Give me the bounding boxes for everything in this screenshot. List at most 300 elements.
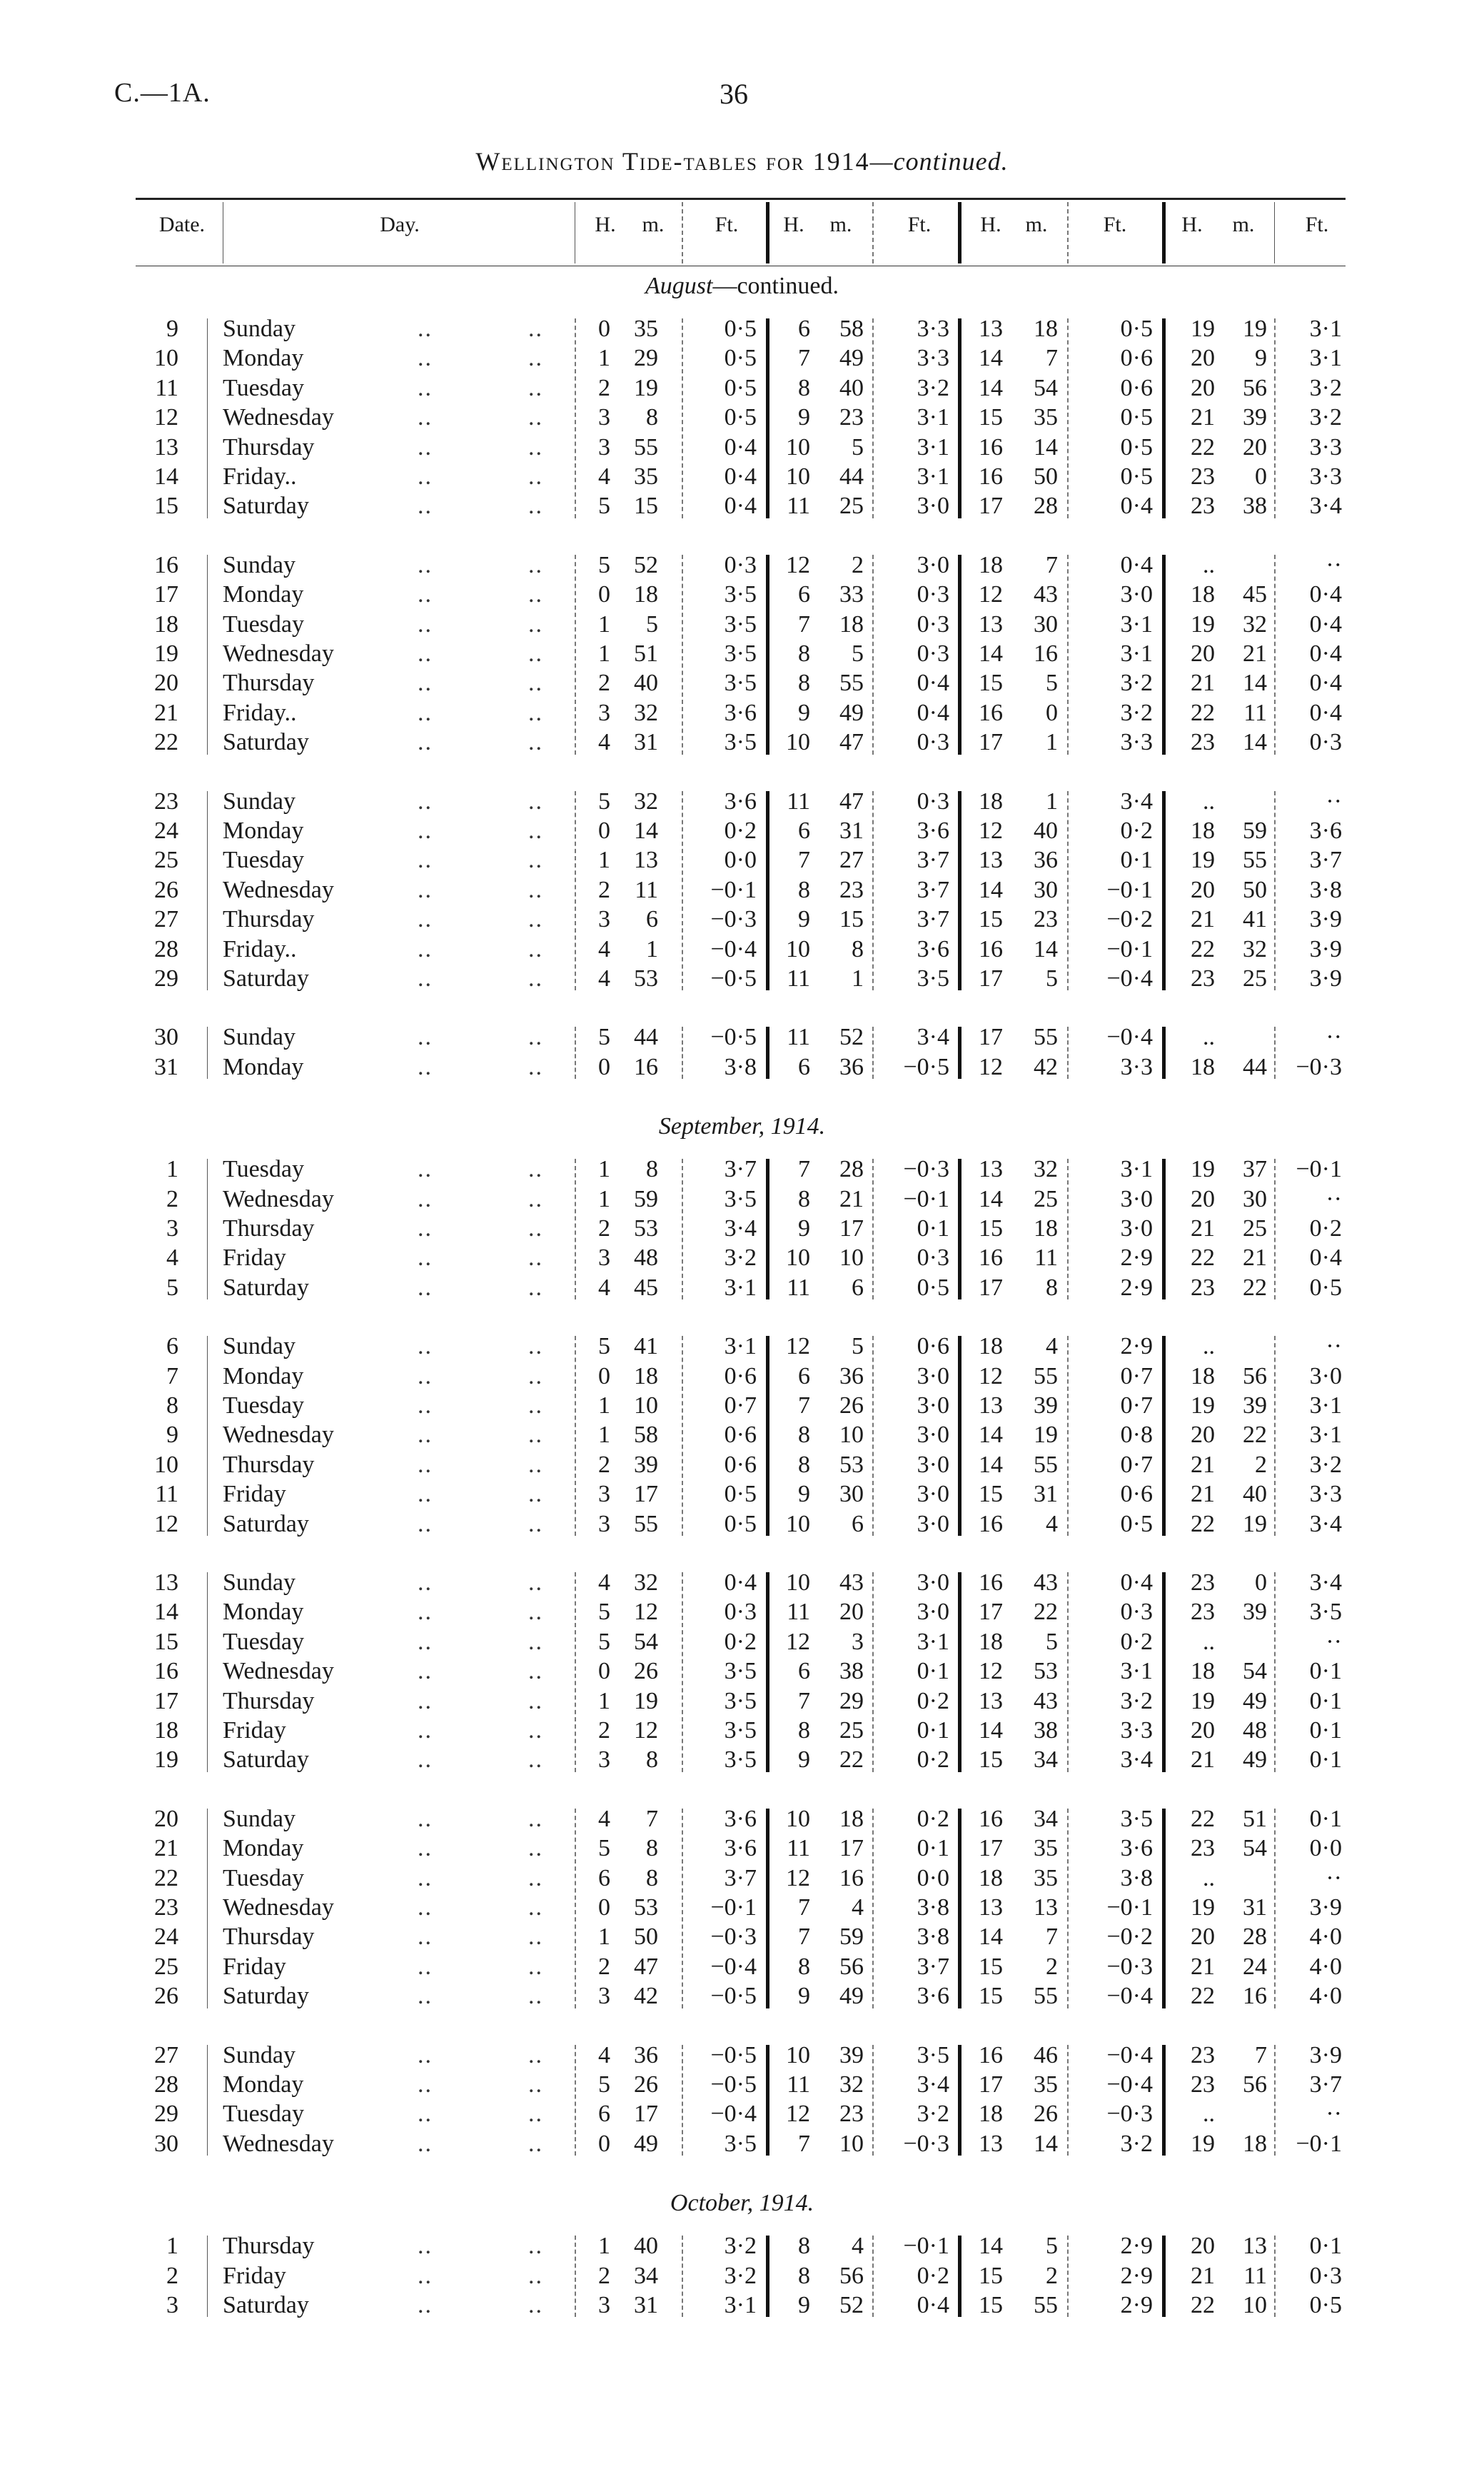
cell-ft3: 3·3 <box>1120 1717 1153 1744</box>
cell-ft4: 3·3 <box>1309 1481 1342 1508</box>
table-row <box>0 2129 1484 2158</box>
cell-day: Saturday <box>223 729 309 756</box>
leader-dots: .. <box>528 1053 543 1080</box>
cell-m1: 35 <box>634 316 658 342</box>
cell-h1: 4 <box>598 729 610 756</box>
cell-day: Wednesday <box>223 1185 334 1212</box>
cell-h4: 22 <box>1191 1510 1215 1537</box>
table-row <box>0 1568 1484 1597</box>
table-row <box>0 1922 1484 1951</box>
cell-h1: 0 <box>598 581 610 608</box>
col-separator <box>1274 1027 1276 1079</box>
cell-h2: 10 <box>786 433 810 461</box>
col-separator <box>207 1027 208 1079</box>
leader-dots: .. <box>528 1451 543 1478</box>
col-separator <box>766 1809 769 2008</box>
cell-h2: 11 <box>787 493 810 520</box>
cell-h3: 18 <box>979 788 1003 815</box>
cell-date: 31 <box>154 1053 178 1080</box>
cell-ft1: 0·5 <box>724 374 757 401</box>
col-separator <box>682 202 683 263</box>
cell-m3: 55 <box>1034 1362 1058 1389</box>
cell-m2: 5 <box>852 1333 864 1360</box>
col-separator <box>1162 1336 1166 1536</box>
cell-ft4: 3·9 <box>1309 935 1342 962</box>
cell-ft3: 2·9 <box>1120 1333 1153 1360</box>
table-row <box>0 2291 1484 2320</box>
cell-ft2: 3·0 <box>917 1481 949 1508</box>
leader-dots: .. <box>528 1924 543 1951</box>
cell-h3: 13 <box>979 847 1003 874</box>
cell-h1: 5 <box>598 2071 610 2098</box>
cell-day: Friday <box>223 1953 286 1980</box>
cell-day: Monday <box>223 581 304 608</box>
cell-h3: 17 <box>979 1024 1003 1051</box>
cell-h2: 12 <box>786 551 810 578</box>
leader-dots: .. <box>418 463 433 490</box>
cell-ft1: −0·3 <box>710 1924 757 1951</box>
table-row <box>0 403 1484 432</box>
cell-m3: 2 <box>1046 1953 1058 1980</box>
cell-ft2: 3·0 <box>917 1362 949 1389</box>
cell-day: Tuesday <box>223 847 304 874</box>
cell-ft2: 0·4 <box>917 699 949 726</box>
cell-date: 13 <box>154 433 178 461</box>
cell-date: 2 <box>166 1185 178 1212</box>
cell-m4: 54 <box>1243 1835 1267 1862</box>
cell-ft2: 0·1 <box>917 1835 949 1862</box>
cell-m2: 18 <box>839 1805 864 1832</box>
cell-ft2: −0·5 <box>903 1053 949 1080</box>
cell-ft1: 0·7 <box>724 1392 757 1419</box>
cell-m4: 32 <box>1243 935 1267 962</box>
cell-m3: 34 <box>1034 1746 1058 1774</box>
cell-ft4: 0·1 <box>1309 1658 1342 1685</box>
leader-dots: .. <box>528 2262 543 2289</box>
cell-ft2: 3·0 <box>917 1422 949 1449</box>
cell-m3: 18 <box>1034 316 1058 342</box>
month-heading <box>0 2190 1484 2217</box>
cell-h1: 3 <box>598 1983 610 2010</box>
leader-dots: .. <box>418 433 433 461</box>
cell-date: 27 <box>154 906 178 933</box>
leader-dots: .. <box>418 1274 433 1301</box>
col-separator <box>207 1809 208 2008</box>
cell-m2: 25 <box>839 1717 864 1744</box>
col-separator <box>872 791 874 991</box>
cell-date: 25 <box>154 1953 178 1980</box>
leader-dots: .. <box>528 493 543 520</box>
leader-dots: .. <box>528 581 543 608</box>
cell-m3: 30 <box>1034 876 1058 903</box>
cell-h4: 23 <box>1191 1274 1215 1301</box>
cell-ft4: 3·9 <box>1309 906 1342 933</box>
cell-m4: 39 <box>1243 404 1267 431</box>
col-separator <box>958 1336 961 1536</box>
cell-date: 16 <box>154 551 178 578</box>
cell-day: Saturday <box>223 1746 309 1774</box>
cell-m1: 47 <box>634 1953 658 1980</box>
cell-m3: 22 <box>1034 1599 1058 1626</box>
cell-h2: 11 <box>787 1599 810 1626</box>
cell-m2: 44 <box>839 463 864 490</box>
cell-m1: 49 <box>634 2130 658 2157</box>
cell-ft3: 3·0 <box>1120 581 1153 608</box>
cell-h4: 22 <box>1191 1805 1215 1832</box>
leader-dots: .. <box>418 493 433 520</box>
cell-day: Tuesday <box>223 1628 304 1655</box>
cell-h1: 1 <box>598 1392 610 1419</box>
cell-ft2: 3·4 <box>917 2071 949 2098</box>
cell-m1: 8 <box>646 1746 658 1774</box>
cell-m3: 35 <box>1034 1835 1058 1862</box>
leader-dots: .. <box>418 1156 433 1183</box>
cell-ft2: 3·4 <box>917 1024 949 1051</box>
col-separator <box>207 318 208 518</box>
cell-h2: 10 <box>786 1244 810 1272</box>
cell-ft1: −0·5 <box>710 1024 757 1051</box>
cell-ft4: 3·2 <box>1309 404 1342 431</box>
cell-h4: .. <box>1203 1864 1215 1891</box>
cell-h4: 18 <box>1191 1362 1215 1389</box>
table-row <box>0 816 1484 845</box>
col-separator <box>872 2236 874 2317</box>
cell-m1: 8 <box>646 1156 658 1183</box>
cell-date: 12 <box>154 1510 178 1537</box>
leader-dots: .. <box>528 1717 543 1744</box>
table-row <box>0 1745 1484 1774</box>
cell-h2: 10 <box>786 1510 810 1537</box>
col-separator <box>958 555 961 755</box>
cell-ft1: 0·3 <box>724 551 757 578</box>
cell-h3: 15 <box>979 2292 1003 2318</box>
cell-ft4: 0·4 <box>1309 699 1342 726</box>
cell-h3: 14 <box>979 1451 1003 1478</box>
cell-m1: 26 <box>634 1658 658 1685</box>
cell-ft3: 0·7 <box>1120 1362 1153 1389</box>
cell-ft3: 3·8 <box>1120 1864 1153 1891</box>
cell-ft4: 0·5 <box>1309 1274 1342 1301</box>
cell-m4: 20 <box>1243 433 1267 461</box>
cell-m3: 1 <box>1046 729 1058 756</box>
cell-h4: .. <box>1203 788 1215 815</box>
cell-m3: 14 <box>1034 433 1058 461</box>
cell-ft2: 0·4 <box>917 2292 949 2318</box>
cell-ft2: 3·0 <box>917 1510 949 1537</box>
col-separator <box>1162 2045 1166 2156</box>
cell-m3: 55 <box>1034 1024 1058 1051</box>
cell-h2: 7 <box>798 847 810 874</box>
cell-m2: 15 <box>839 906 864 933</box>
cell-ft4: 0·4 <box>1309 610 1342 638</box>
cell-h3: 13 <box>979 1687 1003 1714</box>
cell-m1: 7 <box>646 1805 658 1832</box>
cell-ft1: −0·3 <box>710 906 757 933</box>
col-separator <box>958 1159 961 1299</box>
cell-h3: 16 <box>979 1510 1003 1537</box>
cell-day: Sunday <box>223 1805 296 1832</box>
cell-ft3: 2·9 <box>1120 1244 1153 1272</box>
col-separator <box>575 318 576 518</box>
cell-ft4: 0·4 <box>1309 1244 1342 1272</box>
cell-ft3: 3·2 <box>1120 2130 1153 2157</box>
leader-dots: .. <box>418 1024 433 1051</box>
cell-day: Monday <box>223 2071 304 2098</box>
table-row <box>0 875 1484 905</box>
leader-dots: .. <box>528 1953 543 1980</box>
cell-m1: 31 <box>634 729 658 756</box>
cell-day: Sunday <box>223 1024 296 1051</box>
cell-h4: 23 <box>1191 463 1215 490</box>
cell-ft1: 3·5 <box>724 640 757 667</box>
col-separator <box>958 2045 961 2156</box>
cell-h3: 15 <box>979 404 1003 431</box>
table-row <box>0 1981 1484 2011</box>
leader-dots: .. <box>528 1599 543 1626</box>
month-heading <box>0 273 1484 300</box>
cell-ft1: 3·5 <box>724 1185 757 1212</box>
cell-m3: 43 <box>1034 581 1058 608</box>
cell-h1: 3 <box>598 699 610 726</box>
cell-date: 11 <box>155 374 178 401</box>
leader-dots: .. <box>528 404 543 431</box>
leader-dots: .. <box>528 965 543 992</box>
cell-h3: 16 <box>979 1805 1003 1832</box>
cell-m2: 53 <box>839 1451 864 1478</box>
cell-ft3: 3·1 <box>1120 1156 1153 1183</box>
cell-m2: 49 <box>839 345 864 372</box>
col-separator <box>1274 1572 1276 1772</box>
cell-ft1: −0·5 <box>710 965 757 992</box>
cell-day: Thursday <box>223 1924 315 1951</box>
leader-dots: .. <box>418 2292 433 2318</box>
cell-day: Saturday <box>223 1274 309 1301</box>
cell-h3: 12 <box>979 1658 1003 1685</box>
table-row <box>0 2070 1484 2099</box>
cell-m2: 36 <box>839 1053 864 1080</box>
cell-h3: 17 <box>979 1599 1003 1626</box>
cell-m1: 13 <box>634 847 658 874</box>
cell-date: 25 <box>154 847 178 874</box>
leader-dots: .. <box>418 316 433 342</box>
cell-h3: 14 <box>979 1924 1003 1951</box>
cell-ft3: −0·3 <box>1106 1953 1153 1980</box>
cell-ft2: 3·8 <box>917 1924 949 1951</box>
col-separator <box>207 791 208 991</box>
cell-m1: 6 <box>646 906 658 933</box>
cell-m2: 16 <box>839 1864 864 1891</box>
cell-m3: 5 <box>1046 965 1058 992</box>
cell-h4: 22 <box>1191 2292 1215 2318</box>
col-separator-bold <box>958 202 961 263</box>
cell-m3: 38 <box>1034 1717 1058 1744</box>
cell-h2: 9 <box>798 404 810 431</box>
cell-m4: 11 <box>1243 2262 1267 2289</box>
col-separator <box>766 2045 769 2156</box>
cell-h2: 10 <box>786 2041 810 2068</box>
cell-m4: 39 <box>1243 1599 1267 1626</box>
cell-h2: 8 <box>798 374 810 401</box>
cell-ft2: 0·1 <box>917 1717 949 1744</box>
cell-day: Wednesday <box>223 1894 334 1921</box>
table-row <box>0 1391 1484 1420</box>
cell-ft2: 3·0 <box>917 1392 949 1419</box>
cell-m1: 48 <box>634 1244 658 1272</box>
cell-m3: 40 <box>1034 818 1058 844</box>
table-row <box>0 343 1484 373</box>
cell-ft3: 0·3 <box>1120 1599 1153 1626</box>
cell-m3: 31 <box>1034 1481 1058 1508</box>
cell-ft3: 0·5 <box>1120 433 1153 461</box>
cell-h2: 9 <box>798 699 810 726</box>
cell-date: 17 <box>154 581 178 608</box>
table-row <box>0 1332 1484 1361</box>
cell-h1: 1 <box>598 345 610 372</box>
col-separator <box>575 1027 576 1079</box>
cell-m4: 32 <box>1243 610 1267 638</box>
leader-dots: .. <box>418 788 433 815</box>
leader-dots: .. <box>418 345 433 372</box>
cell-h4: 23 <box>1191 965 1215 992</box>
cell-m1: 16 <box>634 1053 658 1080</box>
cell-m4: 0 <box>1255 463 1267 490</box>
cell-day: Tuesday <box>223 610 304 638</box>
col-separator <box>682 555 683 755</box>
leader-dots: .. <box>528 1510 543 1537</box>
cell-h3: 12 <box>979 1362 1003 1389</box>
cell-m4: 50 <box>1243 876 1267 903</box>
col-separator <box>575 791 576 991</box>
col-separator <box>766 1336 769 1536</box>
cell-m2: 17 <box>839 1215 864 1242</box>
col-separator <box>575 2236 576 2317</box>
cell-ft2: 3·7 <box>917 847 949 874</box>
cell-ft4: 0·2 <box>1309 1215 1342 1242</box>
cell-date: 18 <box>154 610 178 638</box>
cell-h2: 6 <box>798 1658 810 1685</box>
leader-dots: .. <box>418 847 433 874</box>
col-separator <box>872 1027 874 1079</box>
cell-ft4: ·· <box>1326 788 1342 815</box>
leader-dots: .. <box>418 1894 433 1921</box>
cell-h2: 7 <box>798 1392 810 1419</box>
cell-ft2: 3·3 <box>917 316 949 342</box>
cell-ft2: 3·6 <box>917 1983 949 2010</box>
cell-m4: 14 <box>1243 729 1267 756</box>
cell-m3: 8 <box>1046 1274 1058 1301</box>
cell-m1: 26 <box>634 2071 658 2098</box>
col-header-m4: m. <box>1232 213 1255 236</box>
cell-h2: 8 <box>798 1953 810 1980</box>
col-separator <box>958 2236 961 2317</box>
cell-m4: 14 <box>1243 670 1267 697</box>
cell-ft1: −0·1 <box>710 1894 757 1921</box>
cell-ft4: 0·1 <box>1309 1746 1342 1774</box>
col-header-m2: m. <box>829 213 852 236</box>
cell-ft3: 0·5 <box>1120 316 1153 342</box>
col-separator <box>1162 1027 1166 1079</box>
cell-h2: 10 <box>786 463 810 490</box>
col-header-h3: H. <box>980 213 1001 236</box>
col-separator <box>872 1809 874 2008</box>
col-separator <box>872 318 874 518</box>
cell-h4: 19 <box>1191 1392 1215 1419</box>
col-separator-bold <box>766 202 769 263</box>
cell-m3: 26 <box>1034 2101 1058 2128</box>
cell-ft2: 0·1 <box>917 1215 949 1242</box>
cell-m1: 34 <box>634 2262 658 2289</box>
cell-h1: 4 <box>598 463 610 490</box>
col-separator <box>1067 1027 1069 1079</box>
cell-m4: 55 <box>1243 847 1267 874</box>
cell-m4: 2 <box>1255 1451 1267 1478</box>
cell-h1: 1 <box>598 847 610 874</box>
cell-h3: 15 <box>979 1215 1003 1242</box>
cell-m1: 8 <box>646 1864 658 1891</box>
col-separator <box>766 1572 769 1772</box>
cell-h3: 14 <box>979 1717 1003 1744</box>
cell-h1: 4 <box>598 2041 610 2068</box>
table-row <box>0 1214 1484 1243</box>
leader-dots: .. <box>528 1422 543 1449</box>
leader-dots: .. <box>528 2292 543 2318</box>
cell-h2: 9 <box>798 1746 810 1774</box>
caption-suffix: —continued. <box>869 147 1009 176</box>
cell-m1: 1 <box>646 935 658 962</box>
cell-m2: 21 <box>839 1185 864 1212</box>
cell-m4: 56 <box>1243 1362 1267 1389</box>
cell-ft1: 0·5 <box>724 345 757 372</box>
cell-ft1: 3·1 <box>724 2292 757 2318</box>
cell-m2: 23 <box>839 404 864 431</box>
cell-day: Friday <box>223 2262 286 2289</box>
cell-m2: 10 <box>839 1244 864 1272</box>
cell-ft4: −0·1 <box>1296 1156 1342 1183</box>
cell-ft4: −0·1 <box>1296 2130 1342 2157</box>
cell-ft2: 3·2 <box>917 2101 949 2128</box>
cell-ft1: 3·5 <box>724 1658 757 1685</box>
leader-dots: .. <box>418 1053 433 1080</box>
cell-date: 3 <box>166 2292 178 2318</box>
cell-ft1: 3·5 <box>724 1717 757 1744</box>
cell-m4: 30 <box>1243 1185 1267 1212</box>
cell-h1: 3 <box>598 1746 610 1774</box>
cell-ft2: 3·7 <box>917 876 949 903</box>
col-header-date: Date. <box>158 213 206 236</box>
cell-h3: 16 <box>979 1569 1003 1596</box>
cell-m1: 53 <box>634 965 658 992</box>
leader-dots: .. <box>528 345 543 372</box>
cell-ft3: 3·3 <box>1120 1053 1153 1080</box>
cell-m4: 21 <box>1243 1244 1267 1272</box>
cell-date: 19 <box>154 1746 178 1774</box>
cell-m4: 24 <box>1243 1953 1267 1980</box>
table-row <box>0 580 1484 609</box>
cell-ft2: 0·3 <box>917 581 949 608</box>
leader-dots: .. <box>528 729 543 756</box>
cell-m1: 32 <box>634 699 658 726</box>
cell-m3: 5 <box>1046 2233 1058 2260</box>
cell-h3: 16 <box>979 699 1003 726</box>
cell-h1: 2 <box>598 1953 610 1980</box>
cell-h4: 21 <box>1191 1215 1215 1242</box>
col-header-ft3: Ft. <box>1103 213 1127 236</box>
cell-h2: 7 <box>798 2130 810 2157</box>
cell-ft3: 0·6 <box>1120 1481 1153 1508</box>
cell-day: Tuesday <box>223 1392 304 1419</box>
month-name: August <box>645 273 713 299</box>
col-separator <box>207 555 208 755</box>
